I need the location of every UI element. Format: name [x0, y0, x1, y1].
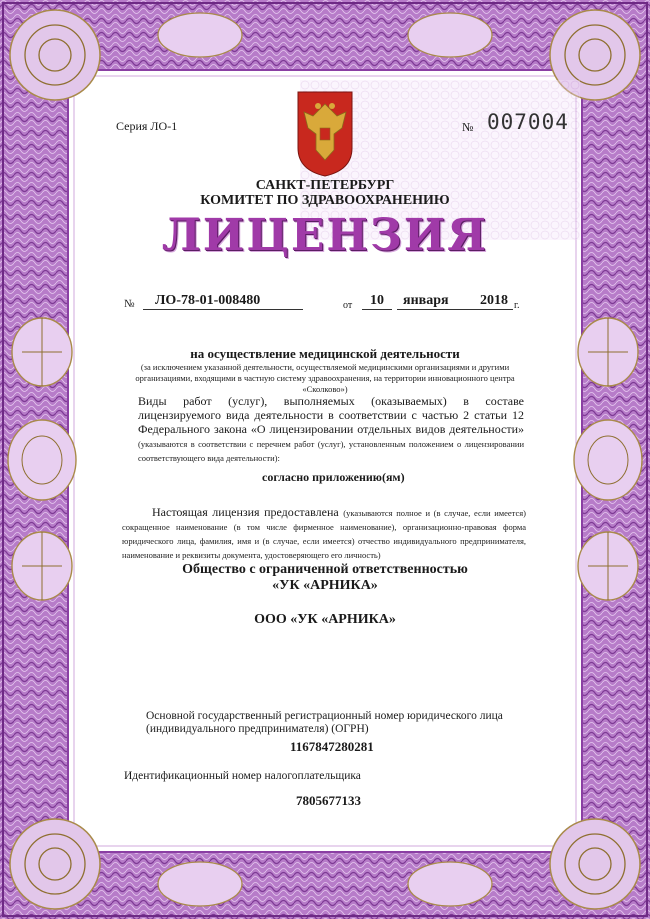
- date-day: 10: [362, 293, 392, 310]
- authority-city: САНКТ-ПЕТЕРБУРГ: [255, 178, 395, 193]
- issued-note: (указываются полное и (в случае, если имеется) сокращенное наименование (в том числе фирменное наименование), организационно-правовая форма юридического лица, фамилия, имя и (в случае, если имеется) отчество индивидуального предпринимателя, наименование и реквизиты документа, удостоверяющего его личность): [122, 508, 527, 560]
- works-main: Виды работ (услуг), выполняемых (оказываемых) в составе лицензируемого вида деятельности в соответствии с частью 2 статьи 12 Федерального закона «О лицензировании отдельных видов деятельности»: [138, 394, 524, 436]
- date-year: 2018: [480, 293, 508, 308]
- inn-value: 7805677133: [296, 793, 361, 808]
- org-full-line2: «УК «АРНИКА»: [272, 578, 378, 593]
- ogrn-value: 1167847280281: [290, 739, 374, 754]
- serial-number: 007004: [487, 110, 569, 134]
- coat-of-arms-icon: [298, 92, 352, 176]
- works-description: [138, 394, 524, 464]
- activity-note: (за исключением указанной деятельности, осуществляемой медицинскими организациями и другими организациями, входящими в частную систему здравоохранения, на территории инновационного центра «Сколково»): [135, 362, 515, 394]
- works-value: согласно приложению(ям): [262, 470, 405, 484]
- authority-name: КОМИТЕТ ПО ЗДРАВООХРАНЕНИЮ: [200, 193, 450, 208]
- number-sign: №: [462, 120, 474, 134]
- issued-main: Настоящая лицензия предоставлена: [152, 505, 339, 519]
- org-short-name: ООО «УК «АРНИКА»: [254, 612, 396, 627]
- date-month: января: [397, 293, 513, 310]
- license-number-sign: №: [124, 298, 135, 310]
- license-number: ЛО-78-01-008480: [143, 293, 303, 310]
- date-from-label: от: [343, 300, 353, 311]
- ogrn-label: Основной государственный регистрационный номер юридического лица (индивидуального предпринимателя) (ОГРН): [146, 710, 503, 735]
- org-full-line1: Общество с ограниченной ответственностью: [182, 562, 468, 577]
- issued-description: [122, 505, 526, 561]
- date-year-suffix: г.: [514, 300, 520, 311]
- series-label: Серия ЛО-1: [116, 119, 178, 133]
- works-note: (указываются в соответствии с перечнем работ (услуг), установленным положением о лицензировании соответствующего вида деятельности):: [138, 439, 524, 463]
- page-title: ЛИЦЕНЗИЯ: [161, 210, 489, 261]
- activity-title: на осуществление медицинской деятельности: [190, 346, 460, 361]
- inn-label: Идентификационный номер налогоплательщика: [124, 770, 361, 782]
